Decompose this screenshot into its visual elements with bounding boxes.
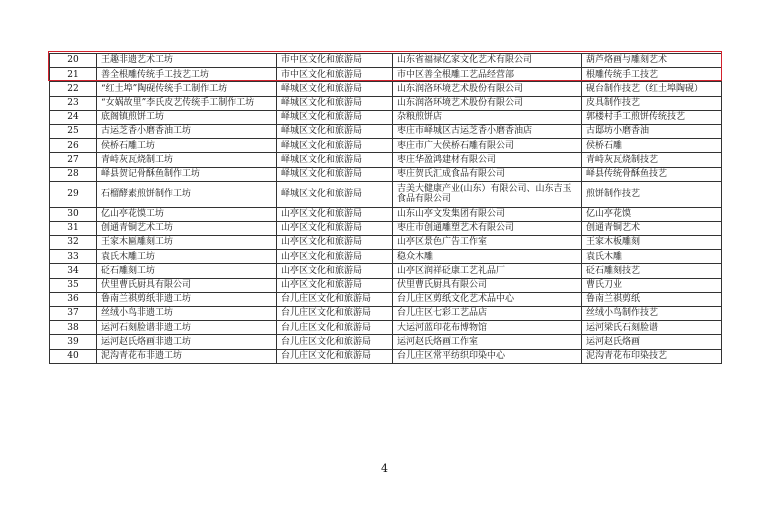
workshop-name-cell: 丝绒小鸟非遗工坊 [97, 307, 277, 321]
table-row [50, 139, 722, 153]
operating-company-cell: 山亭区润祥砭康工艺礼品厂 [393, 264, 582, 278]
workshop-name-cell: 古运芝香小磨香油工坊 [97, 124, 277, 138]
craft-skill-cell: 根雕传统手工技艺 [582, 68, 722, 82]
craft-skill-cell: 鲁南兰祺剪纸 [582, 292, 722, 306]
craft-skill-cell: 亿山亭花馍 [582, 207, 722, 221]
operating-company-cell: 台儿庄区七彩工艺品店 [393, 307, 582, 321]
table-row [50, 221, 722, 235]
craft-skill-cell: 王家木板雕刻 [582, 236, 722, 250]
workshop-name-cell: 砭石雕刻工坊 [97, 264, 277, 278]
workshop-name-cell: 王趣非遗艺术工坊 [97, 54, 277, 68]
department-cell: 峄城区文化和旅游局 [277, 139, 393, 153]
row-number-cell: 26 [50, 139, 97, 153]
row-number-cell: 33 [50, 250, 97, 264]
workshop-name-cell: “红土埠”陶砚传统手工制作工坊 [97, 82, 277, 96]
craft-skill-cell: 砭石雕刻技艺 [582, 264, 722, 278]
table-row [50, 82, 722, 96]
department-cell: 台儿庄区文化和旅游局 [277, 321, 393, 335]
table-body [50, 54, 722, 364]
operating-company-cell: 枣庄市广大侯桥石雕有限公司 [393, 139, 582, 153]
row-number-cell: 34 [50, 264, 97, 278]
department-cell: 山亭区文化和旅游局 [277, 221, 393, 235]
page-number: 4 [381, 462, 388, 475]
department-cell: 山亭区文化和旅游局 [277, 207, 393, 221]
table-row [50, 124, 722, 138]
table-row [50, 321, 722, 335]
table-row [50, 68, 722, 82]
operating-company-cell: 市中区善全根雕工艺品经营部 [393, 68, 582, 82]
operating-company-cell: 台儿庄区常平纺织印染中心 [393, 349, 582, 363]
department-cell: 峄城区文化和旅游局 [277, 124, 393, 138]
department-cell: 峄城区文化和旅游局 [277, 181, 393, 207]
operating-company-cell: 杂粮煎饼店 [393, 110, 582, 124]
row-number-cell: 28 [50, 167, 97, 181]
craft-skill-cell: 运河梁氏石刻脸谱 [582, 321, 722, 335]
row-number-cell: 36 [50, 292, 97, 306]
workshop-name-cell: 运河石刻脸谱非遗工坊 [97, 321, 277, 335]
craft-skill-cell: 曹氏刀业 [582, 278, 722, 292]
department-cell: 峄城区文化和旅游局 [277, 82, 393, 96]
operating-company-cell: 运河赵氏烙画工作室 [393, 335, 582, 349]
craft-skill-cell: 侯桥石雕 [582, 139, 722, 153]
workshop-name-cell: 青峙灰瓦烧制工坊 [97, 153, 277, 167]
operating-company-cell: 山东山亭文发集团有限公司 [393, 207, 582, 221]
row-number-cell: 40 [50, 349, 97, 363]
department-cell: 市中区文化和旅游局 [277, 68, 393, 82]
workshop-name-cell: 袁氏木雕工坊 [97, 250, 277, 264]
workshop-table [49, 53, 722, 364]
craft-skill-cell: 泥沟青花布印染技艺 [582, 349, 722, 363]
craft-skill-cell: 煎饼制作技艺 [582, 181, 722, 207]
operating-company-cell: 枣庄华盈鸿建材有限公司 [393, 153, 582, 167]
craft-skill-cell: 郭楼村手工煎饼传统技艺 [582, 110, 722, 124]
operating-company-cell: 稳众木雕 [393, 250, 582, 264]
row-number-cell: 20 [50, 54, 97, 68]
workshop-name-cell: 石榴酵素煎饼制作工坊 [97, 181, 277, 207]
table-row [50, 207, 722, 221]
department-cell: 山亭区文化和旅游局 [277, 278, 393, 292]
operating-company-cell: 山亭区景色广告工作室 [393, 236, 582, 250]
table-row [50, 349, 722, 363]
row-number-cell: 31 [50, 221, 97, 235]
operating-company-cell: 枣庄市峄城区古运芝香小磨香油店 [393, 124, 582, 138]
workshop-name-cell: “女娲故里”李氏皮艺传统手工制作工坊 [97, 96, 277, 110]
craft-skill-cell: 峄县传统骨酥鱼技艺 [582, 167, 722, 181]
table-row [50, 335, 722, 349]
table-row [50, 110, 722, 124]
department-cell: 山亭区文化和旅游局 [277, 236, 393, 250]
department-cell: 山亭区文化和旅游局 [277, 264, 393, 278]
table-row [50, 54, 722, 68]
workshop-name-cell: 运河赵氏烙画非遗工坊 [97, 335, 277, 349]
department-cell: 市中区文化和旅游局 [277, 54, 393, 68]
table-row [50, 292, 722, 306]
row-number-cell: 23 [50, 96, 97, 110]
operating-company-cell: 吉美大健康产业(山东）有限公司、山东吉玉食品有限公司 [393, 181, 582, 207]
workshop-name-cell: 善全根雕传统手工技艺工坊 [97, 68, 277, 82]
row-number-cell: 32 [50, 236, 97, 250]
table-row [50, 181, 722, 207]
workshop-name-cell: 峄县贺记骨酥鱼制作工坊 [97, 167, 277, 181]
row-number-cell: 25 [50, 124, 97, 138]
table-row [50, 96, 722, 110]
row-number-cell: 35 [50, 278, 97, 292]
row-number-cell: 21 [50, 68, 97, 82]
row-number-cell: 27 [50, 153, 97, 167]
department-cell: 台儿庄区文化和旅游局 [277, 292, 393, 306]
workshop-name-cell: 王家木匾雕刻工坊 [97, 236, 277, 250]
row-number-cell: 37 [50, 307, 97, 321]
table-row [50, 167, 722, 181]
workshop-name-cell: 侯桥石雕工坊 [97, 139, 277, 153]
department-cell: 峄城区文化和旅游局 [277, 110, 393, 124]
workshop-name-cell: 亿山亭花馍工坊 [97, 207, 277, 221]
row-number-cell: 29 [50, 181, 97, 207]
craft-skill-cell: 古邸坊小磨香油 [582, 124, 722, 138]
workshop-name-cell: 鲁南兰祺剪纸非遗工坊 [97, 292, 277, 306]
table-row [50, 153, 722, 167]
operating-company-cell: 枣庄市创通雕塑艺术有限公司 [393, 221, 582, 235]
table-row [50, 307, 722, 321]
workshop-name-cell: 底阁镇煎饼工坊 [97, 110, 277, 124]
table-row [50, 278, 722, 292]
operating-company-cell: 台儿庄区剪纸文化艺术品中心 [393, 292, 582, 306]
department-cell: 台儿庄区文化和旅游局 [277, 307, 393, 321]
department-cell: 峄城区文化和旅游局 [277, 153, 393, 167]
department-cell: 台儿庄区文化和旅游局 [277, 349, 393, 363]
craft-skill-cell: 袁氏木雕 [582, 250, 722, 264]
row-number-cell: 39 [50, 335, 97, 349]
operating-company-cell: 伏里曹氏厨具有限公司 [393, 278, 582, 292]
department-cell: 峄城区文化和旅游局 [277, 167, 393, 181]
workshop-name-cell: 伏里曹氏厨具有限公司 [97, 278, 277, 292]
department-cell: 山亭区文化和旅游局 [277, 250, 393, 264]
table-row [50, 236, 722, 250]
craft-skill-cell: 丝绒小鸟制作技艺 [582, 307, 722, 321]
craft-skill-cell: 葫芦烙画与雕刻艺术 [582, 54, 722, 68]
department-cell: 峄城区文化和旅游局 [277, 96, 393, 110]
operating-company-cell: 山东润洛环境艺术股份有限公司 [393, 96, 582, 110]
operating-company-cell: 山东润洛环境艺术股份有限公司 [393, 82, 582, 96]
craft-skill-cell: 砚台制作技艺（红土埠陶砚） [582, 82, 722, 96]
table-row [50, 264, 722, 278]
row-number-cell: 22 [50, 82, 97, 96]
workshop-name-cell: 创通青铜艺术工坊 [97, 221, 277, 235]
craft-skill-cell: 青峙灰瓦烧制技艺 [582, 153, 722, 167]
craft-skill-cell: 创通青铜艺术 [582, 221, 722, 235]
workshop-name-cell: 泥沟青花布非遗工坊 [97, 349, 277, 363]
row-number-cell: 30 [50, 207, 97, 221]
operating-company-cell: 山东省福禄亿家文化艺术有限公司 [393, 54, 582, 68]
table-row [50, 250, 722, 264]
craft-skill-cell: 皮具制作技艺 [582, 96, 722, 110]
operating-company-cell: 大运河蓝印花布博物馆 [393, 321, 582, 335]
operating-company-cell: 枣庄贺氏汇成食品有限公司 [393, 167, 582, 181]
department-cell: 台儿庄区文化和旅游局 [277, 335, 393, 349]
row-number-cell: 38 [50, 321, 97, 335]
row-number-cell: 24 [50, 110, 97, 124]
craft-skill-cell: 运河赵氏烙画 [582, 335, 722, 349]
